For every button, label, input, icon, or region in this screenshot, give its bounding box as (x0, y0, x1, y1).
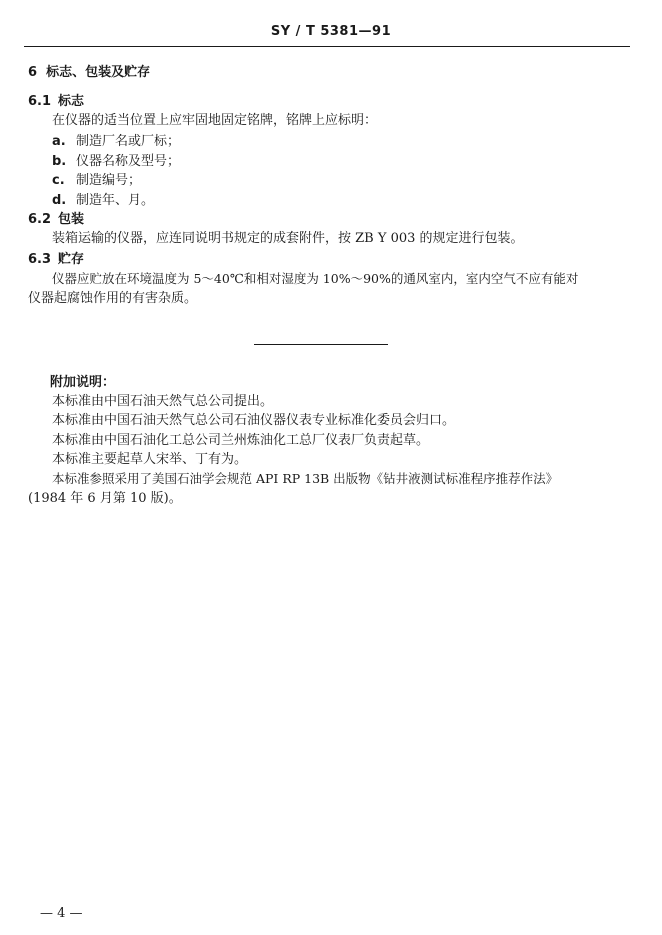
list-item-text: 制造厂名或厂标； (76, 134, 181, 149)
section-6-heading (28, 64, 150, 82)
list-item-text: 制造编号； (76, 173, 142, 188)
section-6-2-number: 6.2 (28, 212, 52, 227)
section-6-3-heading (28, 251, 84, 269)
list-item (52, 172, 141, 190)
list-item-mark: c. (52, 173, 65, 188)
notes-line: 本标准由中国石油化工总公司兰州炼油化工总厂仪表厂负责起草。 (52, 433, 430, 448)
section-divider (254, 344, 388, 345)
notes-continuation: (1984 年 6 月第 10 版)。 (28, 491, 182, 506)
section-6-3-title: 贮存 (58, 252, 85, 267)
list-item (52, 192, 154, 210)
section-6-1-number: 6.1 (28, 94, 52, 109)
section-6-3-number: 6.3 (28, 252, 52, 267)
section-6-title: 标志、包装及贮存 (46, 65, 151, 80)
section-6-1-heading (28, 93, 84, 111)
list-item (52, 133, 180, 151)
list-item-mark: b. (52, 154, 67, 169)
section-6-3-line-1: 仪器应贮放在环境温度为 5～40℃和相对湿度为 10%～90%的通风室内，室内空气不应有能对 (52, 271, 579, 286)
list-item-text: 制造年、月。 (76, 193, 155, 208)
list-item-text: 仪器名称及型号； (76, 154, 181, 169)
section-6-number: 6 (28, 65, 38, 80)
section-6-1-title: 标志 (58, 94, 85, 109)
notes-line: 本标准由中国石油天然气总公司石油仪器仪表专业标准化委员会归口。 (52, 413, 456, 428)
section-6-1-intro: 在仪器的适当位置上应牢固地固定铭牌，铭牌上应标明： (52, 113, 378, 128)
section-6-2-title: 包装 (58, 212, 85, 227)
page-number: — 4 — (40, 906, 83, 921)
section-6-3-line-2: 仪器起腐蚀作用的有害杂质。 (28, 291, 198, 306)
notes-title: 附加说明： (50, 375, 116, 390)
header-rule (24, 46, 630, 47)
notes-line: 本标准由中国石油天然气总公司提出。 (52, 394, 274, 409)
notes-line: 本标准参照采用了美国石油学会规范 API RP 13B 出版物《钻井液测试标准程序推荐作法》 (52, 471, 559, 486)
standard-code-header: SY / T 5381—91 (270, 24, 392, 39)
list-item (52, 153, 180, 171)
notes-line: 本标准主要起草人宋举、丁有为。 (52, 452, 248, 467)
section-6-2-text: 装箱运输的仪器，应连同说明书规定的成套附件，按 ZB Y 003 的规定进行包装。 (52, 231, 524, 246)
section-6-2-heading (28, 211, 84, 229)
list-item-mark: d. (52, 193, 67, 208)
list-item-mark: a. (52, 134, 66, 149)
